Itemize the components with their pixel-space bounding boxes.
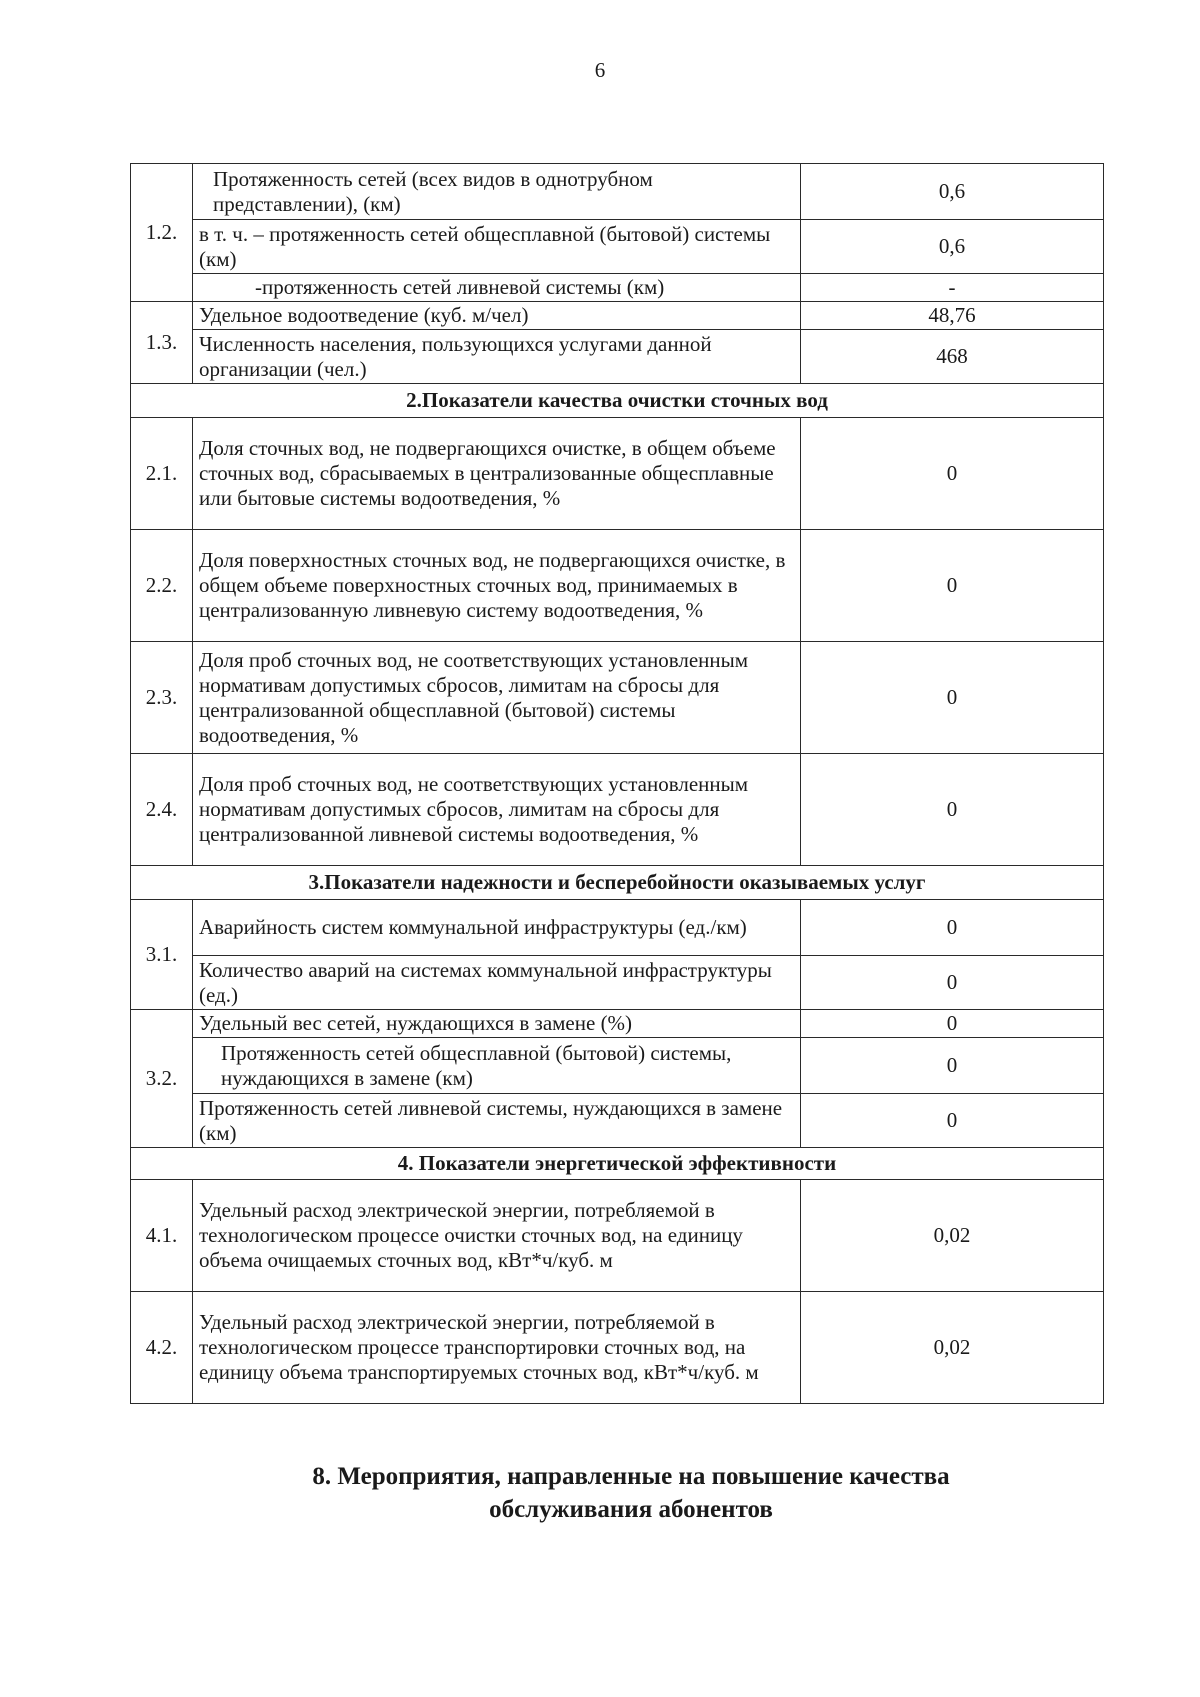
row-value: 0	[801, 418, 1104, 530]
table-row	[131, 274, 1104, 302]
row-value: 0,02	[801, 1180, 1104, 1292]
page-number: 6	[594, 58, 606, 82]
row-number: 2.2.	[131, 530, 193, 642]
row-description: Удельный расход электрической энергии, потребляемой в технологическом процессе транспортировки сточных вод, на единицу объема транспортируемых сточных вод, кВт*ч/куб. м	[193, 1292, 801, 1404]
row-description: Доля сточных вод, не подвергающихся очистке, в общем объеме сточных вод, сбрасываемых в централизованные общесплавные или бытовые системы водоотведения, %	[193, 418, 801, 530]
row-description: Удельный вес сетей, нуждающихся в замене (%)	[193, 1010, 801, 1038]
row-value: 48,76	[801, 302, 1104, 330]
section-heading-line1: 8. Мероприятия, направленные на повышение качества	[312, 1463, 950, 1490]
row-description: Доля проб сточных вод, не соответствующих установленным нормативам допустимых сбросов, лимитам на сбросы для централизованной общесплавной (бытовой) системы водоотведения, %	[193, 642, 801, 754]
table-row	[131, 1094, 1104, 1148]
section-header-row	[131, 384, 1104, 418]
table-row	[131, 220, 1104, 274]
table-row	[131, 330, 1104, 384]
row-number: 2.1.	[131, 418, 193, 530]
row-description: Удельный расход электрической энергии, потребляемой в технологическом процессе очистки сточных вод, на единицу объема очищаемых сточных вод, кВт*ч/куб. м	[193, 1180, 801, 1292]
row-value: 0	[801, 1094, 1104, 1148]
row-description: Протяженность сетей ливневой системы, нуждающихся в замене (км)	[193, 1094, 801, 1148]
row-description: Количество аварий на системах коммунальной инфраструктуры (ед.)	[193, 956, 801, 1010]
row-value: -	[801, 274, 1104, 302]
row-number: 2.3.	[131, 642, 193, 754]
row-number: 4.2.	[131, 1292, 193, 1404]
row-number: 3.2.	[131, 1010, 193, 1148]
table-row	[131, 530, 1104, 642]
section-heading-line2: обслуживания абонентов	[489, 1496, 773, 1523]
row-value: 0,6	[801, 220, 1104, 274]
row-value: 0	[801, 530, 1104, 642]
table-row	[131, 956, 1104, 1010]
row-description: Аварийность систем коммунальной инфраструктуры (ед./км)	[193, 900, 801, 956]
row-description: Доля проб сточных вод, не соответствующих установленным нормативам допустимых сбросов, лимитам на сбросы для централизованной ливневой системы водоотведения, %	[193, 754, 801, 866]
section-title: 3.Показатели надежности и бесперебойности оказываемых услуг	[131, 866, 1104, 900]
row-description: Протяженность сетей общесплавной (бытовой) системы, нуждающихся в замене (км)	[193, 1038, 801, 1094]
table-row	[131, 1010, 1104, 1038]
row-number: 3.1.	[131, 900, 193, 1010]
indicators-table	[130, 163, 1104, 1404]
section-title: 2.Показатели качества очистки сточных вод	[131, 384, 1104, 418]
table-row	[131, 164, 1104, 220]
section-heading	[0, 1460, 1200, 1526]
row-value: 0,02	[801, 1292, 1104, 1404]
table-row	[131, 642, 1104, 754]
table-row	[131, 1038, 1104, 1094]
table-row	[131, 418, 1104, 530]
table-row	[131, 1180, 1104, 1292]
table-row	[131, 754, 1104, 866]
row-value: 0	[801, 956, 1104, 1010]
row-description: -протяженность сетей ливневой системы (км)	[193, 274, 801, 302]
row-value: 0,6	[801, 164, 1104, 220]
section-title: 4. Показатели энергетической эффективности	[131, 1148, 1104, 1180]
row-description: в т. ч. – протяженность сетей общесплавной (бытовой) системы (км)	[193, 220, 801, 274]
section-header-row	[131, 1148, 1104, 1180]
row-number: 1.2.	[131, 164, 193, 302]
row-description: Доля поверхностных сточных вод, не подвергающихся очистке, в общем объеме поверхностных сточных вод, принимаемых в централизованную ливневую систему водоотведения, %	[193, 530, 801, 642]
row-number: 4.1.	[131, 1180, 193, 1292]
row-value: 0	[801, 754, 1104, 866]
row-description: Протяженность сетей (всех видов в однотрубном представлении), (км)	[193, 164, 801, 220]
section-header-row	[131, 866, 1104, 900]
row-description: Численность населения, пользующихся услугами данной организации (чел.)	[193, 330, 801, 384]
table-row	[131, 1292, 1104, 1404]
table-row	[131, 302, 1104, 330]
row-description: Удельное водоотведение (куб. м/чел)	[193, 302, 801, 330]
row-value: 468	[801, 330, 1104, 384]
row-value: 0	[801, 642, 1104, 754]
row-value: 0	[801, 1038, 1104, 1094]
table-row	[131, 900, 1104, 956]
row-value: 0	[801, 1010, 1104, 1038]
row-number: 2.4.	[131, 754, 193, 866]
row-value: 0	[801, 900, 1104, 956]
row-number: 1.3.	[131, 302, 193, 384]
